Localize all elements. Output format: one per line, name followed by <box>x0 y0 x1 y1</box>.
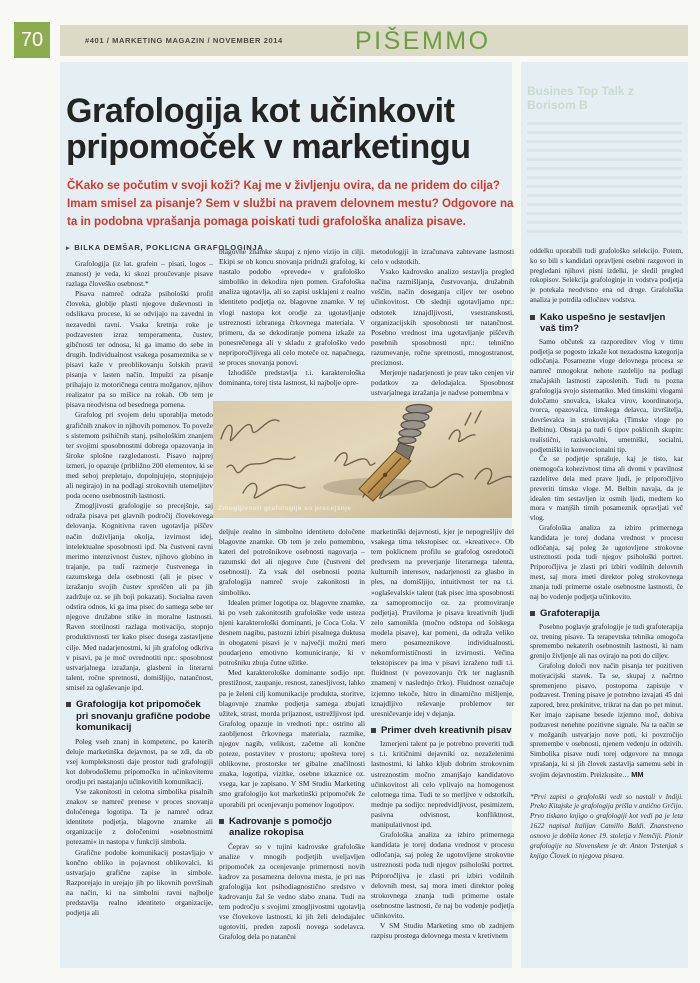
body-paragraph: Če se podjetje sprašuje, kaj je tisto, kar onemogoča kohezivnost tima ali dvomi v pravilnost razdelitve dela med prave ljudi, je priporočljivo preveriti timske vloge. M. Belbin navaja, da je idealen tim sestavljen iz osmih ljudi, medtem ko mora v manjših timih posameznik opravljati več vlog. <box>530 455 683 523</box>
article-lede: ČKako se počutim v svoji koži? Kaj me v življenju ovira, da ne pridem do cilja? Imam smisel za pisanje? Sem v službi na pravem delovnem mestu? Odgovore na ta in podobna vprašanja pomaga poiskati tudi grafološka analiza pisave. <box>67 178 514 228</box>
body-paragraph: Izhodišče predstavlja t.i. karakterološka dominanta, torej tista lastnost, ki najbolje opre- <box>219 368 365 388</box>
body-column-4 <box>530 247 683 963</box>
body-paragraph: Samo občutek za razporeditev vlog v timu podjetja se pogosto izkaže kot nezadostna kategorija odločanja. Posamezne vloge delovnega procesa se namreč mnogokrat nehote razdelijo na podlagi značajskih lastnosti zaposlenih. Tudi tu pozna grafologija svojo sistematiko. Med timskimi vlogami določamo snovalca, iskalca virov, koordinatorja, tvorca, opazovalca, timskega delavca, izvršitelja, dovrševalca in strokovnjaka (Timske vloge po Belbinu). Obstaja pa tudi 6 tipov poklicnih skupin: realistični, raziskovalni, umetniški, socialni, podjetniški in konvencionalni tip. <box>530 337 683 454</box>
page-number: 70 <box>20 28 44 51</box>
magazine-end-mark: MM <box>629 769 644 779</box>
section-heading: Grafologija kot pripomoček pri snovanju grafične podobe komunikacij <box>66 699 213 734</box>
body-paragraph: Grafolog pri svojem delu uporablja metodo grafičnih znakov in njihovih pomenov. To poveže s sistemom psihičnih stanj, psihološkim znanjem ter svojimi sposobnostmi dobrega opazovanja in široke splošne razgledanosti. Pisavo najprej izmeri, jo opazuje (približno 200 elementov, ki se med seboj prepletajo, dopolnjujejo, stopnjujejo ali negirajo) in na podlagi strokovnih utemeljitev poda oceno osebnostnih lastnosti. <box>66 410 213 501</box>
body-column-3-upper <box>371 247 514 399</box>
body-paragraph: metodologiji in izračunava zahtevane lastnosti celo v odstotkih. <box>371 247 514 267</box>
body-paragraph: Izmerjeni talent pa je potrebno preveriti tudi s t.i. kritičnimi dejavniki oz. nezaželenimi lastnostmi, ki lahko kljub dobrim strokovnim ustreznostim močno zmanjšajo kandidatovo učinkovitost ali celo vplivajo na homogenost celotnega tima. Tudi te so merljive v odstotkih, mednje pa sodijo: nepredvidljivost, pesimizem, pasivna odvisnost, konfliktnost, manipulativnost ipd. <box>371 739 514 830</box>
body-paragraph: Merjenje nadarjenosti je prav tako cenjen vir podatkov za delodajalca. Sposobnost ustvarjalnega izražanja je nadvse pomembna v <box>371 368 514 398</box>
fountain-pen-photo <box>213 401 512 518</box>
body-paragraph: Grafološka analiza za izbiro primernega kandidata je torej dodana vrednost v procesu odločanja, saj poleg že ugotovljene strokovne ustreznosti poda tudi njegov psihološki portret. Priporočljiva je zlasti pri izbiri vodilnih delovnih mest, saj mora imeti direktor poleg strokovnega znanja tudi primerne ostale osebnostne lastnosti, če naj bo vodenje podjetja učinkovito. <box>371 830 514 920</box>
body-paragraph: Grafološka analiza za izbiro primernega kandidata je torej dodana vrednost v procesu odločanja, saj poleg že ugotovljene strokovne ustreznosti poda tudi njegov psihološki portret. Priporočljiva je zlasti pri izbiri vodilnih delovnih mest, saj mora imeti direktor poleg strokovnega znanja tudi primerne ostale osebnostne lastnosti, če naj bo vodenje podjetja učinkovito. <box>530 523 683 601</box>
body-paragraph: Poleg vseh znanj in kompetenc, po katerih deluje marketinška dejavnost, pa se zdi, da ob vsej kompleksnosti daje prostor tudi grafologiji kot dobrodošlemu pripomočku in učinkovitemu orodju pri nastajanju učinkovitih komunikacij. <box>66 736 213 786</box>
body-paragraph: Med karakterološke dominante sodijo npr. prestižnost, zaupanje, resnost, zanesljivost, lahko pa je želeni cilj komunikacije produkta, storitve, blagovnje znamke podjetja samega zbujati užitek, strast, morda prijaznost, ustrežljivost ipd. Grafolog opazuje in vrednoti npr.: ostrino ali zaobljenost črkovnega materiala, razmike, njegov nagib, velikost, začetne ali končne poteze, postavitev v prostoru; upošteva torej oblikovne, prostorske ter gibalne značilnosti znaka, logotipa, vizitke, osebne izkaznice oz. vsega, kar je zapisano. V SM Studiu Marketing smo grafologijo kot marketinški pripomoček že uporabili pri ocenjevanju pomenov logotipov. <box>219 668 365 809</box>
heading-square-bullet <box>530 611 535 616</box>
body-paragraph: marketinški dejavnosti, kjer je nepogrešljiv del vsakega tima tekstopisec oz. »kreativec«. Ob tem poklicnem profilu se grafolog osredotoči predvsem na preverjanje literarnega talenta, kulturnih interesov, nadarjenosti za glasbo in ples, na domišljijo, intuitivnost ter na t.i. »oglaševalski« talent (tak pisec ima sposobnosti za samopromocijo oz. za promoviranje podjetja). Praviloma je pisava kreativnih ljudi zelo samonikla (močno odstopa od šolskega modela pisave), kar pomeni, da odraža veliko mero posameznikove individualnosti, nekomformističnosti in izvirnosti. Večina tekstopiscev pa ima v pisavi izraženo tudi t.i. fluidnost (v povezovanju črk ter naglasnih znamenj v naslednjo črko). Fluidnost označuje izjemno tekoče, hitro in dinamično mišljenje, iznajdljivo reševanje problemov ter uresničevanje idej v dejanja. <box>371 527 514 718</box>
photo-caption-overlay: Zmogljivosti grafologije so precejšnje <box>218 505 352 512</box>
body-column-3-lower <box>371 527 514 963</box>
body-paragraph: Grafolog določi nov način pisanja ter pozitiven motivacijski stavek. Ta se, skupaj z načrtno spremenjeno pisavo, postopoma zapisuje v podzavest. Trening pisave je potrebno izvajati 45 dni zapored, brez prekinitve, trikrat na dan po pet minut. Ker imajo zapisane besede izjemno moč, dobiva podzavest nenehne pozitivne signale. Na ta način se v možganih ustvarjajo nove poti, ki povzročijo spremembe v osebnosti, njenem vedenju in odzivih. Simbolika pisave nudi torej odgovore na mnoga vprašanja, ki si jih človek zastavlja samemu sebi in svojim dejavnostim. Preizkusite… MM <box>530 661 683 779</box>
body-column-1 <box>66 259 213 963</box>
body-paragraph: Vse zakonitosti in celotna simbolika pisalnih znakov se namreč prenese v proces snovanja določenega logotipa. Ta je namreč odraz identitete podjetja, blagovne znamke ali organizacije z določenimi »osebnostnimi potezami« in nastopa v funkciji simbola. <box>66 787 213 847</box>
body-paragraph: Čeprav so v tujini kadrovske grafološke analize v mnogih podjetjih uveljavljen pripomoček za ocenjevanje primernosti novih kadrov za posamezna delovna mesta, je pri nas grafologija kot psihodiagnostično sredstvo v kadrovanju žal še vedno slabo znana. Tudi na tem področju s svojimi zmogljivostmi ugotavlja vse človekove lastnosti, ki jih želi delodajalec ugotoviti, preden zaposli novega sodelavca. Grafolog dela po natančni <box>219 841 365 942</box>
body-column-2-lower <box>219 527 365 963</box>
footnote: *Prvi zapisi o grafološki vedi so nastali v Indiji. Preko Kitajske je grafologija prišla v antično Grčijo. Prvo tiskano knjigo o grafologiji kot vedi pa je leta 1622 napisal Italijan Camillo Baldi. Znanstveno osnovo je dobila konec 19. stoletja v Nemčiji. Pionir grafologije na Slovenskem je dr. Anton Trstenjak s knjigo Človek in njegova pisava. <box>530 792 683 860</box>
body-paragraph: Zmogljivosti grafologije so precejšnje, saj odraža pisava pet glavnih področij človekovega delovanja. Kognitivna raven ugotavlja piščev način doživljanja okolja, izvirnost idej, intelektualne sposobnosti ipd. Na čustveni ravni merimo intenzivnost čustev, njihovo globino in trajanje, pa tudi razmerje čustvenega in razumskega dela osebnosti (ali je pisec v izražanju svojih čustev sproščen ali pa jih zadržuje oz. se jih boji pokazati). Socialna raven odstira odnos, ki ga ima pisec do samega sebe ter njegove družabne stike in moralne lastnosti. Raven storilnosti razlaga motivacijo, stopnjo produktivnosti ter kako pisec dosega zastavljene cilje. Med nadarjenostmi, ki jih grafolog odkriva v pisavi, pa je moč ovrednotiti npr.: sposobnost ustvarjalnega izražanja, glasbeni in literarni talent, ročne spretnosti, domišljijo, natančnost, smisel za oglaševanje ipd. <box>66 501 213 692</box>
heading-square-bullet <box>371 728 376 733</box>
section-heading: Grafoterapija <box>530 608 683 620</box>
heading-square-bullet <box>219 819 224 824</box>
body-paragraph: blagovne znamke skupaj z njeno vizijo in cilji. Ekipi se ob koncu snovanja pridruži grafolog, ki nastalo podobo »prevede« v grafološko simboliko in dekodira njen pomen. Grafološka analiza ugotavlja, ali so zapisi usklajeni z realno identiteto podjetja oz. blagovne znamke. V tej vlogi nastopa kot orodje za ugotavljanje ustreznosti izbranega črkovnega materiala. V primeru, da se dekodiranje pomena izkaže za ponesrečenega ali v skladu z grafološko vedo nepriporočljivega ali celo moteče oz. napačnega, se proces snovanja ponovi. <box>219 247 365 368</box>
body-paragraph: Posebno poglavje grafologije je tudi grafoterapija oz. trening pisave. Ta terapevtska tehnika omogoča spremembo nekaterih osebnostnih lastnosti, ki nam grenijo življenje ali nas ovirajo na poti do ciljev. <box>530 622 683 661</box>
show-through-ghost-text: Busines Top Talk z Borisom B <box>527 84 634 113</box>
section-title: PIŠEMMO <box>355 27 491 55</box>
issue-meta: #401 / MARKETING MAGAZIN / NOVEMBER 2014 <box>85 36 283 45</box>
body-paragraph: V SM Studiu Marketing smo ob zadnjem razpisu prostega delovnega mesta v kretivnem <box>371 920 514 941</box>
section-heading: Kako uspešno je sestavljen vaš tim? <box>530 312 683 335</box>
body-paragraph: Idealen primer logotipa oz. blagovne znamke, ki po vseh zakonitostih grafološke vede usteza njeni karakterološki dominanti, je Coca Cola. V desnem nagibu, pastozni izbiri pisalnega duktusa in obogateni pisavi je v največji možni meri poudarjeno emotivno komuniciranje, ki v potrošniku zbuja čutne užitke. <box>219 597 365 668</box>
heading-square-bullet <box>530 315 535 320</box>
body-paragraph: Pisava namreč odraža psihološki profil človeka, globlje plasti njegove duševnosti in odslikava procese, ki se odvijajo na zavedni in nezavedni ravni. Vsaka kretnja roke je podzavesten izraz temperamenta, čustev, gibčnosti ter odnosa, ki ga imamo do sebe in drugih. Individualnost vsakega posameznika se v pisavi kaže v preoblikovanju šolskih pravil pisanja v lasten način. Impulzi za pisanje prihajajo iz motoričnega centra možganov, njihov realizator pa so mišice na rokah. Ob tem je pisava neodvisna od besednega pomena. <box>66 289 213 410</box>
body-paragraph: deljuje realno in simbolno identiteto določene blagovne znamke. Ob tem je zelo pomembno, kateri del potrošnikove osebnosti nagovarja – razumski del ali njegove čute (čustveni del osebnosti). Za vsak del osebnosti pozna grafologija namreč svoje zakonitosti in simboliko. <box>219 527 365 597</box>
section-heading: Primer dveh kreativnih pisav <box>371 725 514 737</box>
heading-square-bullet <box>66 702 71 707</box>
page-number-box <box>14 22 50 58</box>
body-column-2-upper <box>219 247 365 399</box>
body-paragraph: oddelku uporabili tudi grafološko selekcijo. Potem, ko so bili s kandidati opravljeni osebni razgovori in pregledani njihovi pisni izdelki, je sledil pregled rokopisov. Selekcija grafologinje in vodstva podjetja je potekala neodvisno ena od druge. Grafološka analiza je potrdila odločitev vodstva. <box>530 247 683 304</box>
article-title: Grafologija kot učinkovit pripomoček v marketingu <box>66 91 471 167</box>
pen-on-letter-illustration <box>213 401 512 518</box>
section-heading: Kadrovanje s pomočjo analize rokopisa <box>219 816 365 839</box>
show-through-ghost-lines <box>527 122 682 234</box>
body-paragraph: Grafologija (iz lat. grafein – pisati, logos – znanost) je veda, ki skozi proučevanje pisave razlaga človeško osebnost.* <box>66 259 213 289</box>
byline-name: BILKA DEMŠAR, POKLICNA GRAFOLOGINJA <box>74 243 264 252</box>
body-paragraph: Grafične podobe komunikacij postavljajo v končno obliko in pojavnost oblikovalci, ki ustvarjajo grafične zapise in simbole. Razporejajo in urejajo jih po likovnih površinah na način, ki na simbolni ravni najbolje predstavlja realno identiteto organizacije, podjetja ali <box>66 847 213 918</box>
byline-arrow-icon: ▸ <box>66 245 71 252</box>
body-paragraph: Vsako kadrovsko analizo sestavlja pregled načina razmišljanja, čustvovanja, družabnih veščin, način doseganja ciljev ter osebno učinkovitost. Ob slednji ugotavljamo npr.: odstotek iznajdljivosti, vsestranskosti, organizacijskih sposobnosti ter natančnost. Posebno vrednost ima ugotavljanje piščevih posebnih sposobnosti npr.: tehnično razumevanje, ročne spretnosti, mnogostranost, preciznost. <box>371 267 514 368</box>
